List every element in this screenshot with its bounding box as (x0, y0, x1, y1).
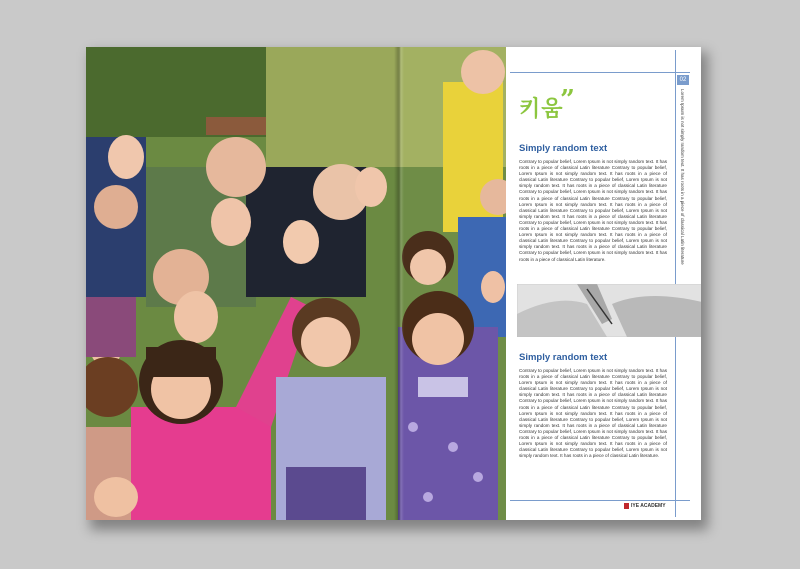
footer-logo-text: IYE ACADEMY (631, 503, 666, 509)
page-title: 키움 (519, 97, 564, 122)
right-page (398, 47, 701, 520)
children-photo-continued (398, 47, 506, 520)
section-body-2: Contrary to popular belief, Lorem Ipsum is not simply random text. It has roots in a piece of classical Latin literature Contrary to popular belief, Lorem Ipsum is not simply random text. It has roots in a piece of classical Latin literature Contrary to popular belief, Lorem Ipsum is not simply random text. It has roots in a piece of classical Latin literature Contrary to popular belief, Lorem Ipsum is not simply random text. It has roots in a piece of classical Latin literature Contrary to popular belief, Lorem Ipsum is not simply random text. It has roots in a piece of classical Latin literature Contrary to popular belief, Lorem Ipsum is not simply random text. It has roots in a piece of classical Latin literature Contrary to popular belief, Lorem Ipsum is not simply random text. It has roots in a piece of classical Latin literature Contrary to popular belief, Lorem Ipsum is not simply random text. It has roots in a piece of classical Latin literature Contrary to popular belief, Lorem Ipsum is not simply random text. It has roots in a piece of classical Latin literature. (519, 368, 667, 459)
hand-writing-image (517, 284, 701, 337)
bottom-rule (510, 500, 690, 501)
page-number: 02 (677, 75, 689, 85)
children-waving-photo (86, 47, 398, 520)
right-page-photo-strip (398, 47, 506, 520)
section-body-1: Contrary to popular belief, Lorem Ipsum is not simply random text. It has roots in a piece of classical Latin literature Contrary to popular belief, Lorem Ipsum is not simply random text. It has roots in a piece of classical Latin literature Contrary to popular belief, Lorem Ipsum is not simply random text. It has roots in a piece of classical Latin literature Contrary to popular belief, Lorem Ipsum is not simply random text. It has roots in a piece of classical Latin literature Contrary to popular belief, Lorem Ipsum is not simply random text. It has roots in a piece of classical Latin literature Contrary to popular belief, Lorem Ipsum is not simply random text. It has roots in a piece of classical Latin literature Contrary to popular belief, Lorem Ipsum is not simply random text. It has roots in a piece of classical Latin literature Contrary to popular belief, Lorem Ipsum is not simply random text. It has roots in a piece of classical Latin literature Contrary to popular belief, Lorem Ipsum is not simply random text. It has roots in a piece of classical Latin literature Contrary to popular belief, Lorem Ipsum is not simply random text. It has roots in a piece of classical Latin literature. (519, 159, 667, 262)
quote-mark: ” (560, 85, 575, 115)
logo-mark-icon (624, 503, 629, 509)
footer-logo (624, 503, 666, 509)
left-page-photo (86, 47, 398, 520)
spine-fold (394, 47, 404, 520)
top-rule (510, 72, 690, 73)
hands-writing-photo (517, 284, 701, 337)
section-heading-1: Simply random text (519, 143, 608, 154)
side-caption: Lorem Ipsum is not simply random text. It has roots in a piece of classical Latin literature (680, 89, 685, 265)
section-heading-2: Simply random text (519, 352, 608, 363)
